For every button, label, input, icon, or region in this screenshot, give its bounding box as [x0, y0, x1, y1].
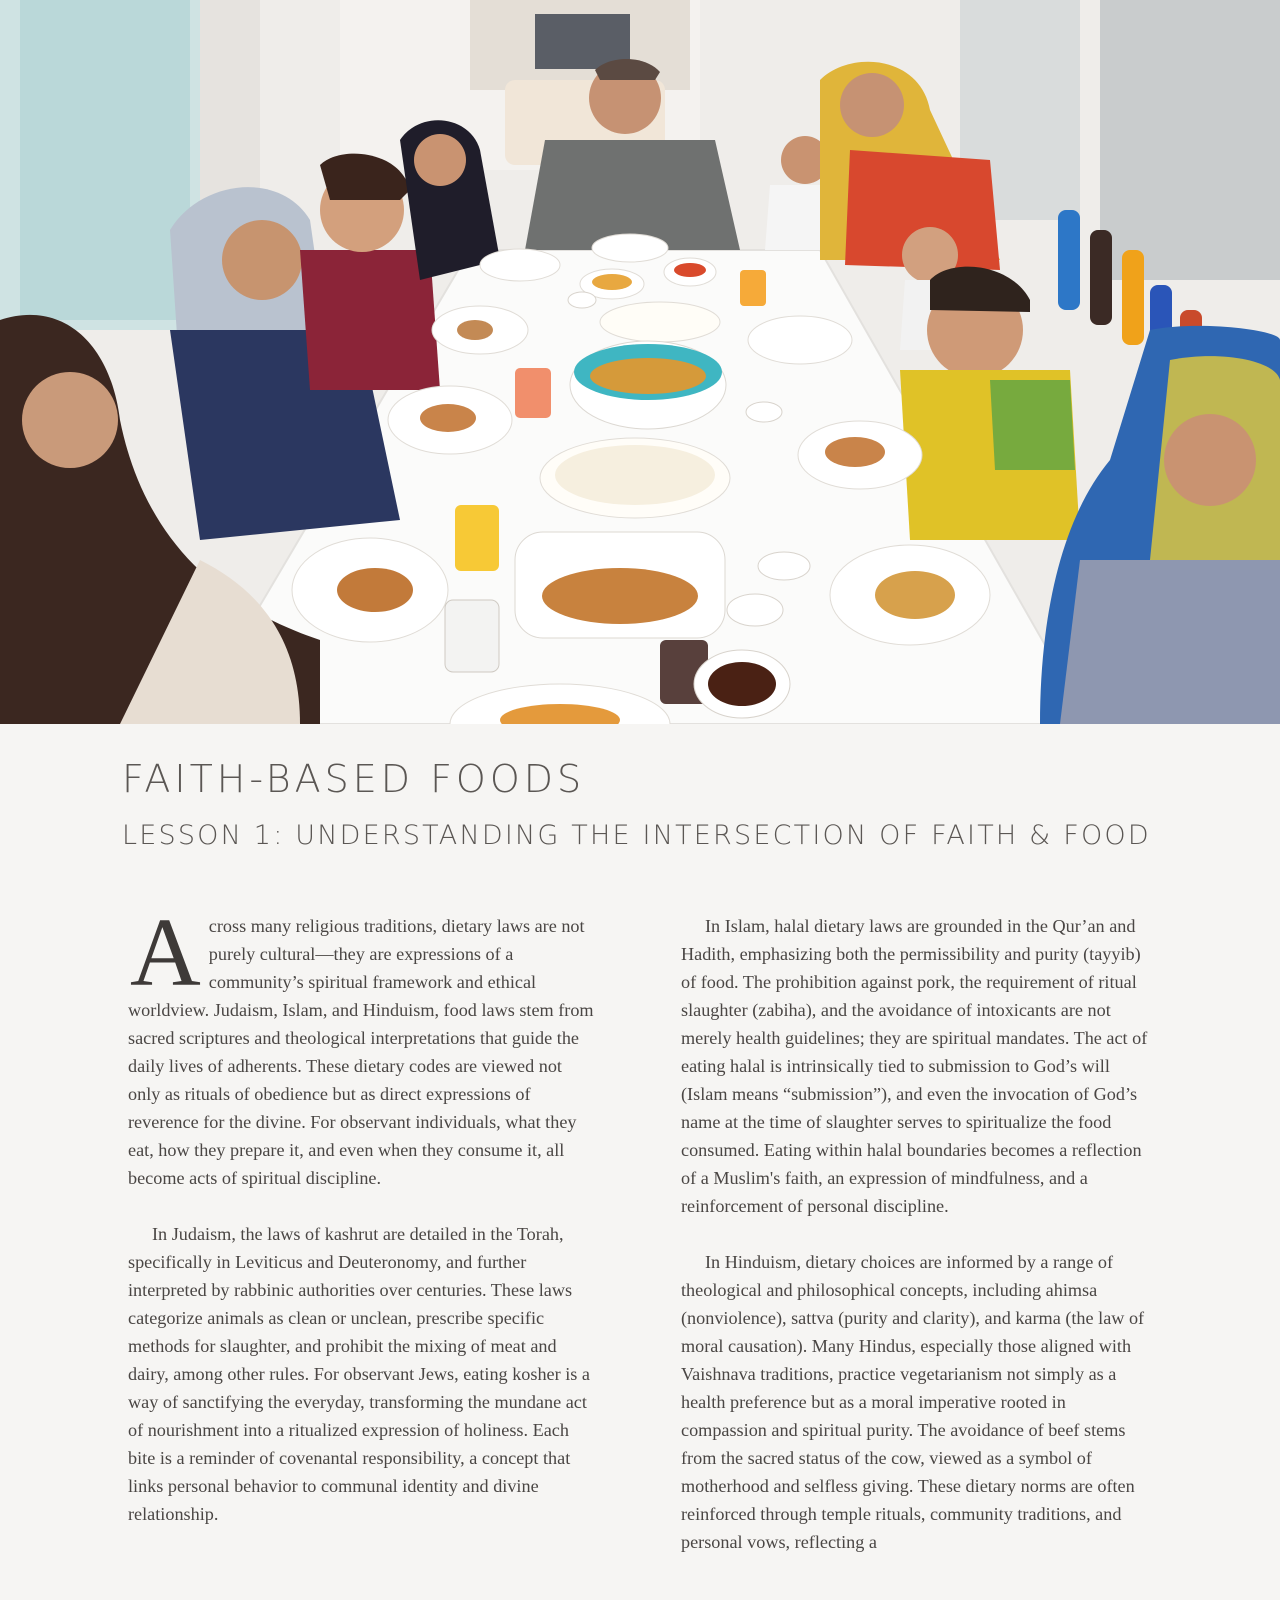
intro-paragraph [128, 899, 596, 1192]
lesson-subtitle: LESSON 1: UNDERSTANDING THE INTERSECTION OF FAITH & FOOD [122, 820, 1151, 851]
right-column [681, 912, 1153, 1584]
hero-photo [0, 0, 1280, 724]
islam-paragraph: In Islam, halal dietary laws are grounded in the Qur’an and Hadith, emphasizing both the permissibility and purity (tayyib) of food. The prohibition against pork, the requirement of ritual slaughter (zabiha), and the avoidance of intoxicants are not merely health guidelines; they are spiritual mandates. The act of eating halal is intrinsically tied to submission to God’s will (Islam means “submission”), and even the invocation of God’s name at the time of slaughter serves to spiritualize the food consumed. Eating within halal boundaries becomes a reflection of a Muslim's faith, an expression of mindfulness, and a reinforcement of personal discipline. [681, 916, 1148, 1216]
page-title: FAITH-BASED FOODS [122, 757, 586, 801]
family-dinner-photo-icon [0, 0, 1280, 724]
hinduism-paragraph: In Hinduism, dietary choices are informed by a range of theological and philosophical concepts, including ahimsa (nonviolence), sattva (purity and clarity), and karma (the law of moral causation). Many Hindus, especially those aligned with Vaishnava traditions, practice vegetarianism not simply as a health preference but as a moral imperative rooted in compassion and spiritual purity. The avoidance of beef stems from the sacred status of the cow, viewed as a symbol of motherhood and selfless giving. These dietary norms are often reinforced through temple rituals, community traditions, and personal vows, reflecting a [681, 1252, 1145, 1552]
intro-paragraph-text: cross many religious traditions, dietary laws are not purely cultural—they are expressions of a community’s spiritual framework and ethical worldview. Judaism, Islam, and Hinduism, food laws stem from sacred scriptures and theological interpretations that guide the daily lives of adherents. These dietary codes are viewed not only as rituals of obedience but as direct expressions of reverence for the divine. For observant individuals, what they eat, how they prepare it, and even when they consume it, all become acts of spiritual discipline. [128, 916, 594, 1188]
left-column [128, 899, 596, 1556]
judaism-paragraph: In Judaism, the laws of kashrut are detailed in the Torah, specifically in Leviticus and Deuteronomy, and further interpreted by rabbinic authorities over centuries. These laws categorize animals as clean or unclean, prescribe specific methods for slaughter, and prohibit the mixing of meat and dairy, among other rules. For observant Jews, eating kosher is a way of sanctifying the everyday, transforming the mundane act of nourishment into a ritualized expression of holiness. Each bite is a reminder of covenantal responsibility, a concept that links personal behavior to communal identity and divine relationship. [128, 1224, 590, 1524]
drop-cap: A [130, 899, 201, 1007]
